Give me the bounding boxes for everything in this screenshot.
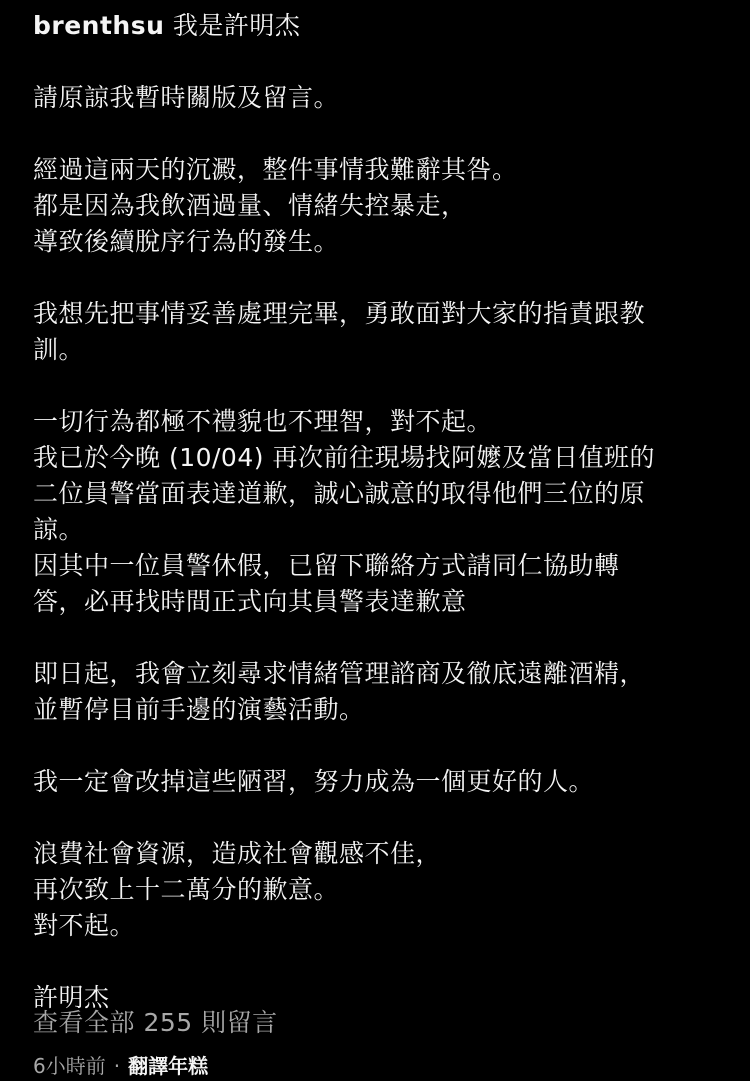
caption-line: 經過這兩天的沉澱，整件事情我難辭其咎。 — [33, 155, 518, 184]
caption-line: 訓。 — [33, 335, 85, 364]
caption-line: 並暫停目前手邊的演藝活動。 — [33, 695, 365, 724]
caption-spacer — [33, 368, 723, 404]
caption-line: 導致後續脫序行為的發生。 — [33, 227, 340, 256]
separator: · — [113, 1054, 121, 1078]
caption-line: 都是因為我飲酒過量、情緒失控暴走， — [33, 191, 467, 220]
caption-line: 因其中一位員警休假，已留下聯絡方式請同仁協助轉 — [33, 551, 620, 580]
caption-line: 我想先把事情妥善處理完畢，勇敢面對大家的指責跟教 — [33, 299, 646, 328]
caption-spacer — [33, 620, 723, 656]
caption-spacer — [33, 260, 723, 296]
post-caption — [33, 8, 723, 1016]
caption-spacer — [33, 944, 723, 980]
caption-line: 許明杰 — [33, 983, 110, 1012]
caption-line: 再次致上十二萬分的歉意。 — [33, 875, 340, 904]
username-link[interactable]: brenthsu — [33, 11, 165, 40]
caption-spacer — [33, 116, 723, 152]
caption-line: 對不起。 — [33, 911, 136, 940]
caption-first-line — [33, 8, 723, 44]
caption-line: 即日起，我會立刻尋求情緒管理諮商及徹底遠離酒精， — [33, 659, 646, 688]
caption-line: 二位員警當面表達道歉，誠心誠意的取得他們三位的原 — [33, 479, 646, 508]
caption-body — [33, 44, 723, 1016]
caption-text: 我是許明杰 — [172, 11, 301, 40]
caption-line: 浪費社會資源，造成社會觀感不佳， — [33, 839, 442, 868]
caption-line: 一切行為都極不禮貌也不理智，對不起。 — [33, 407, 493, 436]
caption-spacer — [33, 728, 723, 764]
caption-line: 諒。 — [33, 515, 85, 544]
caption-line: 請原諒我暫時關版及留言。 — [33, 83, 340, 112]
caption-spacer — [33, 800, 723, 836]
view-all-comments-link[interactable]: 查看全部 255 則留言 — [33, 1008, 278, 1037]
caption-spacer — [33, 44, 723, 80]
caption-line: 我已於今晚 (10/04) 再次前往現場找阿嬤及當日值班的 — [33, 443, 655, 472]
post-footer — [33, 1051, 208, 1081]
caption-line: 答，必再找時間正式向其員警表達歉意 — [33, 587, 467, 616]
timestamp: 6小時前 — [33, 1054, 106, 1078]
caption-line: 我一定會改掉這些陋習，努力成為一個更好的人。 — [33, 767, 595, 796]
translate-button[interactable]: 翻譯年糕 — [128, 1054, 209, 1078]
